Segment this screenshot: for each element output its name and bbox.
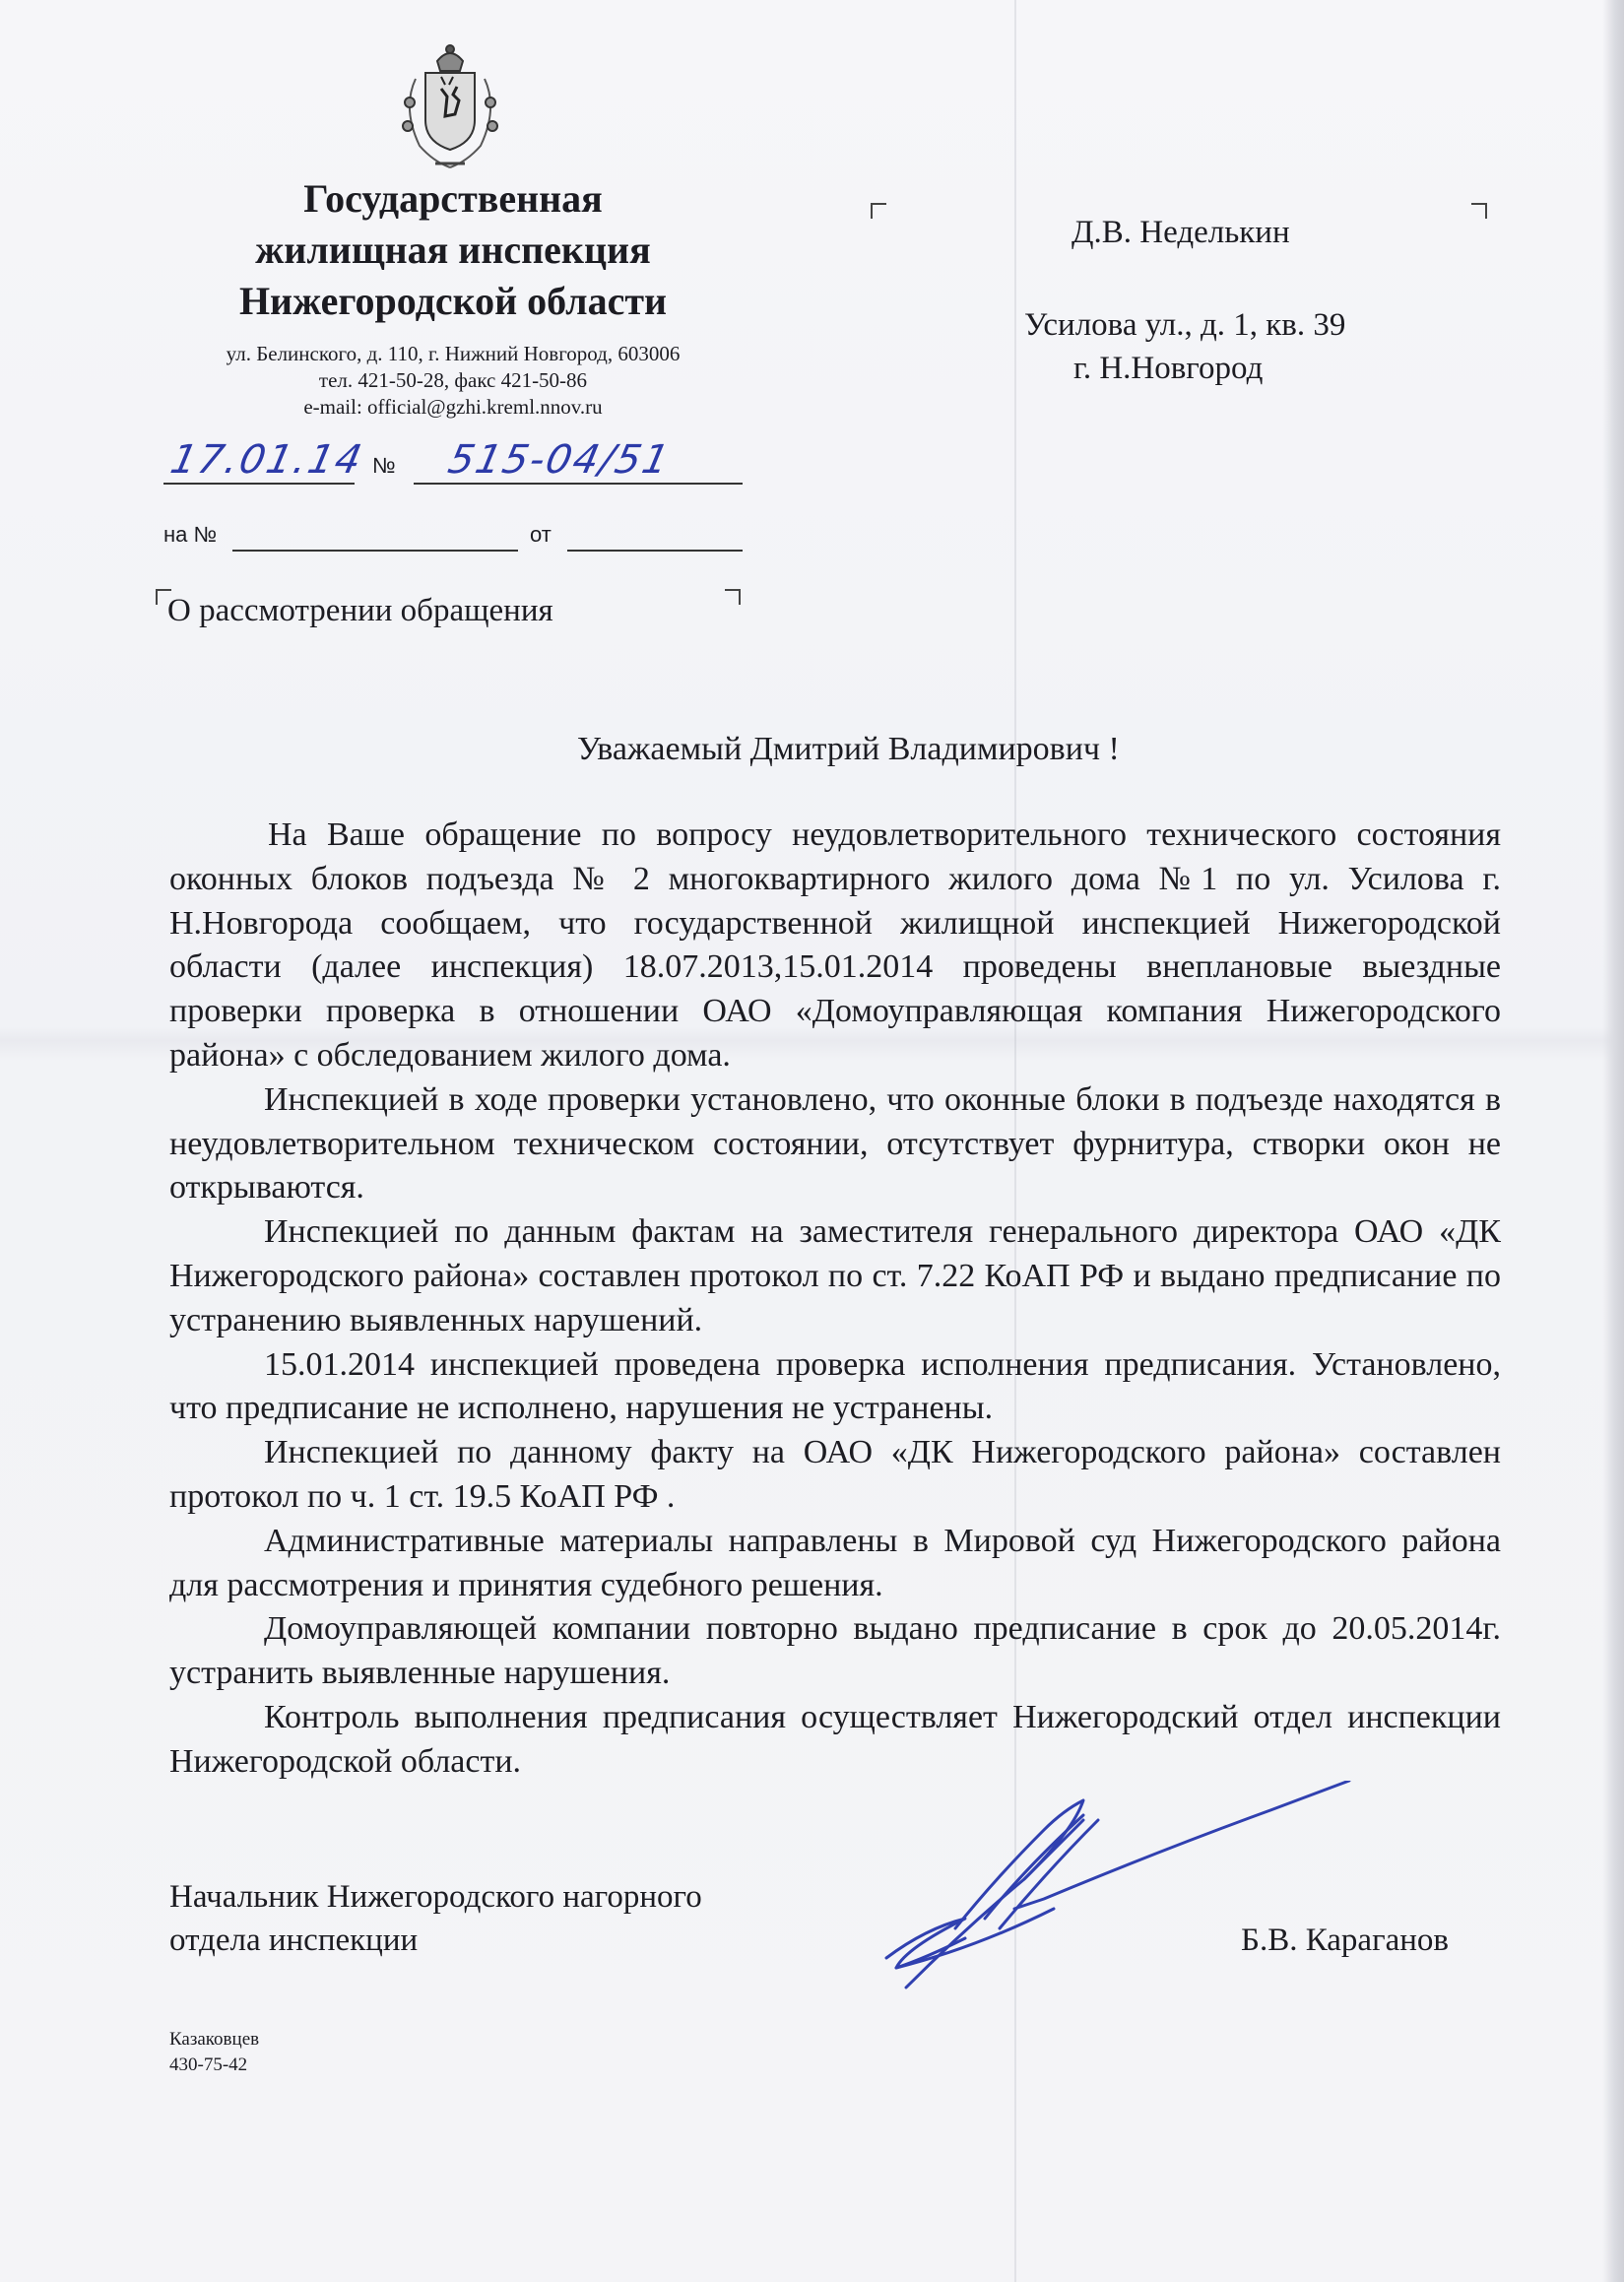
handwritten-reg-date: 17.01.14 <box>166 437 368 483</box>
signer-name: Б.В. Караганов <box>1241 1923 1450 1958</box>
ref-from-label: от <box>530 522 552 547</box>
reference-row <box>163 516 754 555</box>
registration-row <box>163 437 754 487</box>
handwritten-reg-number: 515-04/51 <box>444 437 675 483</box>
executor-phone: 430-75-42 <box>169 2054 248 2075</box>
letter-body <box>169 814 1501 1785</box>
org-name-line-1: Государственная <box>303 176 603 221</box>
addressee-name: Д.В. Неделькин <box>1072 215 1290 250</box>
body-paragraph: 15.01.2014 инспекцией проведена проверка исполнения предписания. Установлено, что предписание не исполнено, нарушения не устранены. <box>169 1345 1501 1427</box>
letter-subject: О рассмотрении обращения <box>167 593 553 628</box>
coat-of-arms-icon <box>386 39 514 177</box>
paper-edge-shadow <box>1602 0 1624 2282</box>
body-paragraph: Инспекцией по данным фактам на заместителя генерального директора ОАО «ДК Нижегородского района» составлен протокол по ст. 7.22 КоАП РФ и выдано предписание по устранению выявленных нарушений. <box>169 1213 1501 1338</box>
body-paragraph: Инспекцией по данному факту на ОАО «ДК Нижегородского района» составлен протокол по ч. 1 ст. 19.5 КоАП РФ . <box>169 1434 1501 1515</box>
reg-number-underline <box>414 483 743 485</box>
executor-info <box>169 2027 259 2078</box>
body-paragraph: Инспекцией в ходе проверки установлено, что оконные блоки в подъезде находятся в неудовлетворительном техническом состоянии, отсутствует фурнитура, створки окон не открываются. <box>169 1080 1501 1206</box>
signer-title-line-2: отдела инспекции <box>169 1923 419 1958</box>
ref-from-underline <box>567 550 743 552</box>
reg-number-label: № <box>372 453 396 478</box>
body-paragraph: Контроль выполнения предписания осуществляет Нижегородский отдел инспекции Нижегородской области. <box>169 1698 1501 1780</box>
subject-corner-right <box>725 589 741 605</box>
ref-number-underline <box>232 550 518 552</box>
organization-contacts <box>158 341 748 421</box>
addressee-city: г. Н.Новгород <box>1073 351 1264 386</box>
body-paragraph: Административные материалы направлены в Мировой суд Нижегородского района для рассмотрения и принятия судебного решения. <box>169 1522 1501 1603</box>
org-address: ул. Белинского, д. 110, г. Нижний Новгород, 603006 <box>226 342 681 365</box>
reg-date-underline <box>163 483 355 485</box>
org-name-line-2: жилищная инспекция <box>255 228 651 272</box>
addressee-corner-right <box>1471 203 1487 219</box>
ref-number-label: на № <box>163 522 218 547</box>
organization-name <box>158 173 748 327</box>
addressee-corner-left <box>871 203 886 219</box>
executor-name: Казаковцев <box>169 2029 260 2050</box>
signer-title-line-1: Начальник Нижегородского нагорного <box>169 1879 702 1915</box>
signer-title <box>169 1875 702 1962</box>
salutation: Уважаемый Дмитрий Владимирович ! <box>577 731 1120 767</box>
handwritten-signature <box>877 1781 1389 2007</box>
org-phone: тел. 421-50-28, факс 421-50-86 <box>318 368 588 392</box>
org-email: e-mail: official@gzhi.kreml.nnov.ru <box>303 395 603 419</box>
org-name-line-3: Нижегородской области <box>238 279 668 323</box>
body-paragraph: На Ваше обращение по вопросу неудовлетворительного технического состояния оконных блоков подъезда № 2 многоквартирного жилого дома №1 по ул. Усилова г. Н.Новгорода сообщаем, что государственной жилищной инспекцией Нижегородской области (далее инспекция) 18.07.2013,15.01.2014 проведены внеплановые выездные проверки проверка в отношении ОАО «Домоуправляющая компания Нижегородского района» с обследованием жилого дома. <box>169 816 1501 1074</box>
addressee-street: Усилова ул., д. 1, кв. 39 <box>1024 307 1346 343</box>
body-paragraph: Домоуправляющей компании повторно выдано предписание в срок до 20.05.2014г. устранить выявленные нарушения. <box>169 1610 1501 1692</box>
